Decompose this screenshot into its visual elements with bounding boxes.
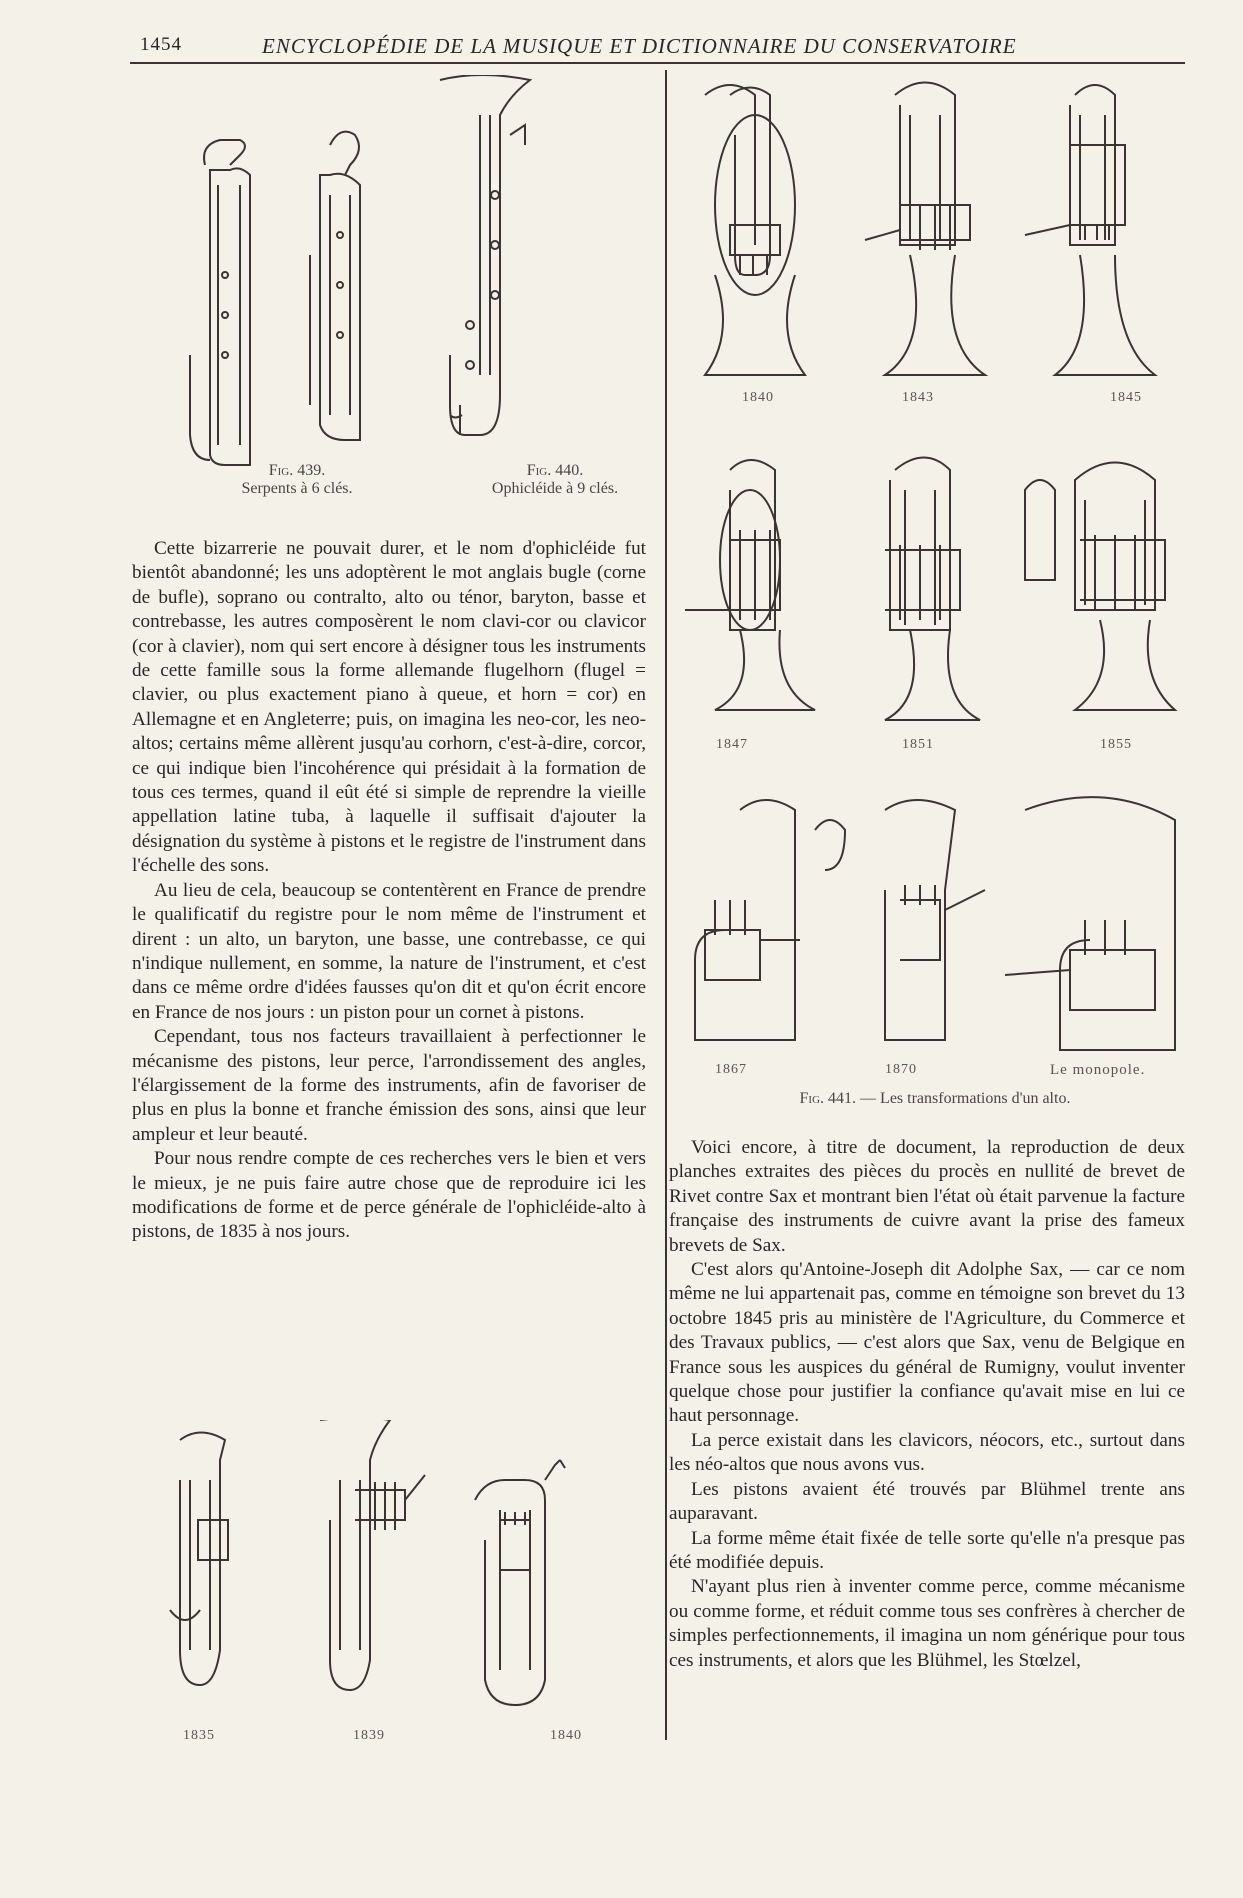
year-1867: 1867 xyxy=(715,1062,747,1077)
year-1845: 1845 xyxy=(1110,390,1142,405)
figure-441-caption xyxy=(745,1090,1125,1108)
year-1840-bottom: 1840 xyxy=(550,1728,582,1743)
right-paragraph-6: N'ayant plus rien à inventer comme perce, comme mécanisme ou comme forme, et réduit comme tous ses confrères à chercher de simples perfectionnements, il imagina un nom générique pour tous ces instruments, et alors que les Blühmel, les Stœlzel, xyxy=(669,1576,1185,1671)
year-1843: 1843 xyxy=(902,390,934,405)
year-1851: 1851 xyxy=(902,737,934,752)
year-1870: 1870 xyxy=(885,1062,917,1077)
figure-441-row3 xyxy=(685,790,1185,1060)
left-paragraph-1: Cette bizarrerie ne pouvait durer, et le nom d'ophicléide fut bientôt abandonné; les uns adoptèrent le mot anglais bugle (corne de bufle), soprano ou contralto, alto ou ténor, baryton, basse et contrebasse, les autres composèrent le nom clavi-cor ou clavicor (cor à clavier), nom qui sert encore à désigner tous les instruments de cette famille sous la forme allemande flugelhorn (flugel = clavier, ou plus exactement piano à queue, et horn = cor) en Allemagne et en Angleterre; puis, on imagina les neo-cor, les neo-altos; certains même allèrent jusqu'au corhorn, c'est-à-dire, corcor, ce qui indique bien l'incohérence qui présidait à la formation de tous ces termes, quand il eût été si simple de reprendre la vieille appellation latine tuba, à laquelle il suffisait d'ajouter la désignation du système à pistons et le registre de l'instrument dans l'échelle des sons. xyxy=(132,538,646,877)
right-paragraph-5: La forme même était fixée de telle sorte qu'elle n'a presque pas été modifiée depuis. xyxy=(669,1527,1185,1573)
right-paragraph-2: C'est alors qu'Antoine-Joseph dit Adolphe Sax, — car ce nom même ne lui appartenait pas, comme en témoigne son brevet du 13 octobre 1845 pris au ministère de l'Agriculture, du Commerce et des Travaux publics, — c'est alors que Sax, venu de Belgique en France sous les auspices du général de Rumigny, voulut inventer quelque chose pour justifier la confiance qu'avait mise en lui ce haut personnage. xyxy=(669,1259,1185,1427)
left-column-text xyxy=(132,537,646,1245)
header-title: ENCYCLOPÉDIE DE LA MUSIQUE ET DICTIONNAIRE DU CONSERVATOIRE xyxy=(262,34,1017,58)
year-1835-bottom: 1835 xyxy=(183,1728,215,1743)
figure-440-caption xyxy=(465,462,645,498)
figure-439-text: Serpents à 6 clés. xyxy=(241,480,353,497)
figure-440-label: Fig. 440. xyxy=(526,462,584,479)
year-1847: 1847 xyxy=(716,737,748,752)
year-1840-top: 1840 xyxy=(742,390,774,405)
figure-439-caption xyxy=(232,462,362,498)
left-paragraph-2: Au lieu de cela, beaucoup se contentèrent en France de prendre le qualificatif du registre pour le nom même de l'instrument et dirent : un alto, un baryton, une basse, une contrebasse, ce qui n'indique nullement, en somme, la nature de l'instrument, et c'est dans ce même ordre d'idées fausses qu'on dit et qu'on écrit encore en France de nos jours : un piston pour un cornet à pistons. xyxy=(132,879,646,1023)
figure-441-row2 xyxy=(685,450,1185,730)
figure-439-label: Fig. 439. xyxy=(268,462,326,479)
column-divider xyxy=(665,70,667,1740)
figure-439-serpents xyxy=(180,75,650,475)
page-number: 1454 xyxy=(140,34,182,55)
right-paragraph-3: La perce existait dans les clavicors, néocors, etc., surtout dans les néo-altos que nous avons vus. xyxy=(669,1429,1185,1476)
year-1855: 1855 xyxy=(1100,737,1132,752)
left-paragraph-3: Cependant, tous nos facteurs travaillaient à perfectionner le mécanisme des pistons, leur perce, l'arrondissement des angles, l'élargissement de la forme des instruments, afin de favoriser de plus en plus la bonne et franche émission des sons, ainsi que leur ampleur et leur beauté. xyxy=(132,1026,646,1145)
figure-altos-1835-1840 xyxy=(160,1420,640,1720)
figure-441-text: — Les transformations d'un alto. xyxy=(860,1090,1071,1107)
right-paragraph-4: Les pistons avaient été trouvés par Blühmel trente ans auparavant. xyxy=(669,1478,1185,1525)
right-paragraph-1: Voici encore, à titre de document, la reproduction de deux planches extraites des pièces du procès en nullité de brevet de Rivet contre Sax et montrant bien l'état où était parvenue la facture française des instruments de cuivre avant la prise des fameux brevets de Sax. xyxy=(669,1137,1185,1256)
figure-441-label: Fig. 441. xyxy=(799,1090,857,1107)
figure-441-row1 xyxy=(685,75,1185,385)
running-header xyxy=(130,34,1185,60)
header-rule xyxy=(130,62,1185,64)
right-column-text xyxy=(669,1136,1185,1673)
left-paragraph-4: Pour nous rendre compte de ces recherches vers le bien et vers le mieux, je ne puis faire autre chose que de reproduire ici les modifications de forme et de perce générale de l'ophicléide-alto à pistons, de 1835 à nos jours. xyxy=(132,1148,646,1243)
year-1839-bottom: 1839 xyxy=(353,1728,385,1743)
figure-440-text: Ophicléide à 9 clés. xyxy=(491,480,619,497)
le-monopole-label: Le monopole. xyxy=(1050,1062,1146,1078)
